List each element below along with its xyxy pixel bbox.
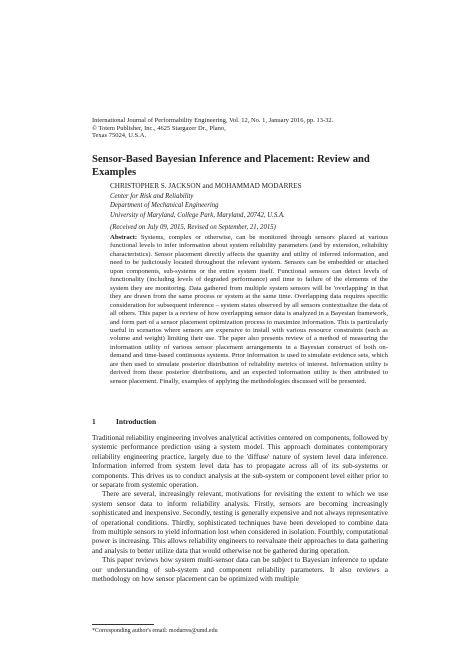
- affiliation: [110, 192, 388, 220]
- abstract: [110, 234, 388, 386]
- intro-paragraph-2: There are several, increasingly relevant, motivations for revisiting the extent to which we use system sensor data to inform reliability analysis. Firstly, sensors are becoming increasingly sophisticated and inexpensive. Secondly, testing is generally expensive and not always representative of operational conditions. Thirdly, sophisticated techniques have been developed to combine data from multiple sensors to yield information lost when considered in isolation. Fourthly, computational power is increasing. This allows reliability engineers to reevaluate their approaches to data gathering and analysis to better utilize data that would otherwise not be gathered during operation.: [92, 489, 388, 555]
- journal-header: [92, 117, 388, 140]
- abstract-text: Systems, complex or otherwise, can be monitored through sensors placed at various functional levels to infer information about system reliability parameters (and by extension, reliability characteristics). Sensor placement directly affects the quantity and utility of inferred information, and need to be judiciously located throughout the relevant system. Sensors can be embedded or attached upon components, sub-systems or the entire system itself. Functional sensors can detect levels of functionality (including levels of degraded performance) and time to failure of the elements of the system they are monitoring. Data gathered from multiple system sensors will be 'overlapping' in that they are drawn from the same process or system at the same time. Overlapping data requires specific consideration for subsequent inference – system states observed by all sensors contextualize the data of all others. This paper is a review of how overlapping sensor data is analyzed in a Bayesian framework, and form part of a sensor placement optimization process to maximize information. This is particularly useful in scenarios where sensors are expensive to install with various resource constraints (such as volume and weight) limiting their use. The paper also presents review of a method of measuring the information utility of various sensor placement arrangements in a Bayesian construct of both on-demand and time-based continuous systems. Prior information is used to simulate evidence sets, which are then used to simulate posterior distribution of reliability metrics of interest. Information utility is derived from these posterior distributions, and an expected information utility is then attributed to sensor placement. Finally, examples of applying the methodologies discussed will be presented.: [110, 234, 389, 385]
- footnote: *Corresponding author's email: modarres@umd.edu: [92, 628, 218, 634]
- journal-citation: International Journal of Performability Engineering, Vol. 12, No. 1, January 2016, pp. 13-32.: [92, 117, 334, 124]
- affiliation-university: University of Maryland, College Park, Maryland, 20742, U.S.A.: [110, 211, 285, 219]
- intro-paragraph-1: Traditional reliability engineering involves analytical activities centered on components, followed by systemic performance prediction using a system model. This approach dominates contemporary reliability engineering practice, largely due to the 'diffuse' nature of system level data inference. Information inferred from system level data has to propagate across all of its sub-systems or components. This drives us to conduct analysis at the sub-system or component level either prior to or separate from systemic operation.: [92, 433, 388, 490]
- footnote-rule: [92, 624, 154, 625]
- publisher-line: © Totem Publisher, Inc., 4625 Stargazer Dr., Plano,: [92, 124, 226, 132]
- affiliation-center: Center for Risk and Reliability: [110, 193, 194, 200]
- abstract-label: Abstract:: [110, 234, 138, 241]
- section-title: Introduction: [116, 417, 157, 426]
- paper-authors: CHRISTOPHER S. JACKSON and MOHAMMAD MODARRES: [110, 182, 302, 190]
- paper-title: Sensor-Based Bayesian Inference and Placement: Review and Examples: [92, 154, 370, 178]
- introduction-body: [92, 433, 388, 584]
- affiliation-department: Department of Mechanical Engineering: [110, 202, 219, 210]
- received-dates: (Received on July 09, 2015, Revised on September, 21, 2015): [110, 224, 276, 231]
- section-heading: [92, 417, 388, 426]
- section-number: 1: [92, 417, 96, 426]
- intro-paragraph-3: This paper reviews how system multi-sensor data can be subject to Bayesian inference to update our understanding of sub-system and component reliability parameters. It also reviews a methodology on how sensor placement can be optimized with multiple: [92, 555, 388, 584]
- publisher-address: Texas 75024, U.S.A.: [92, 132, 147, 140]
